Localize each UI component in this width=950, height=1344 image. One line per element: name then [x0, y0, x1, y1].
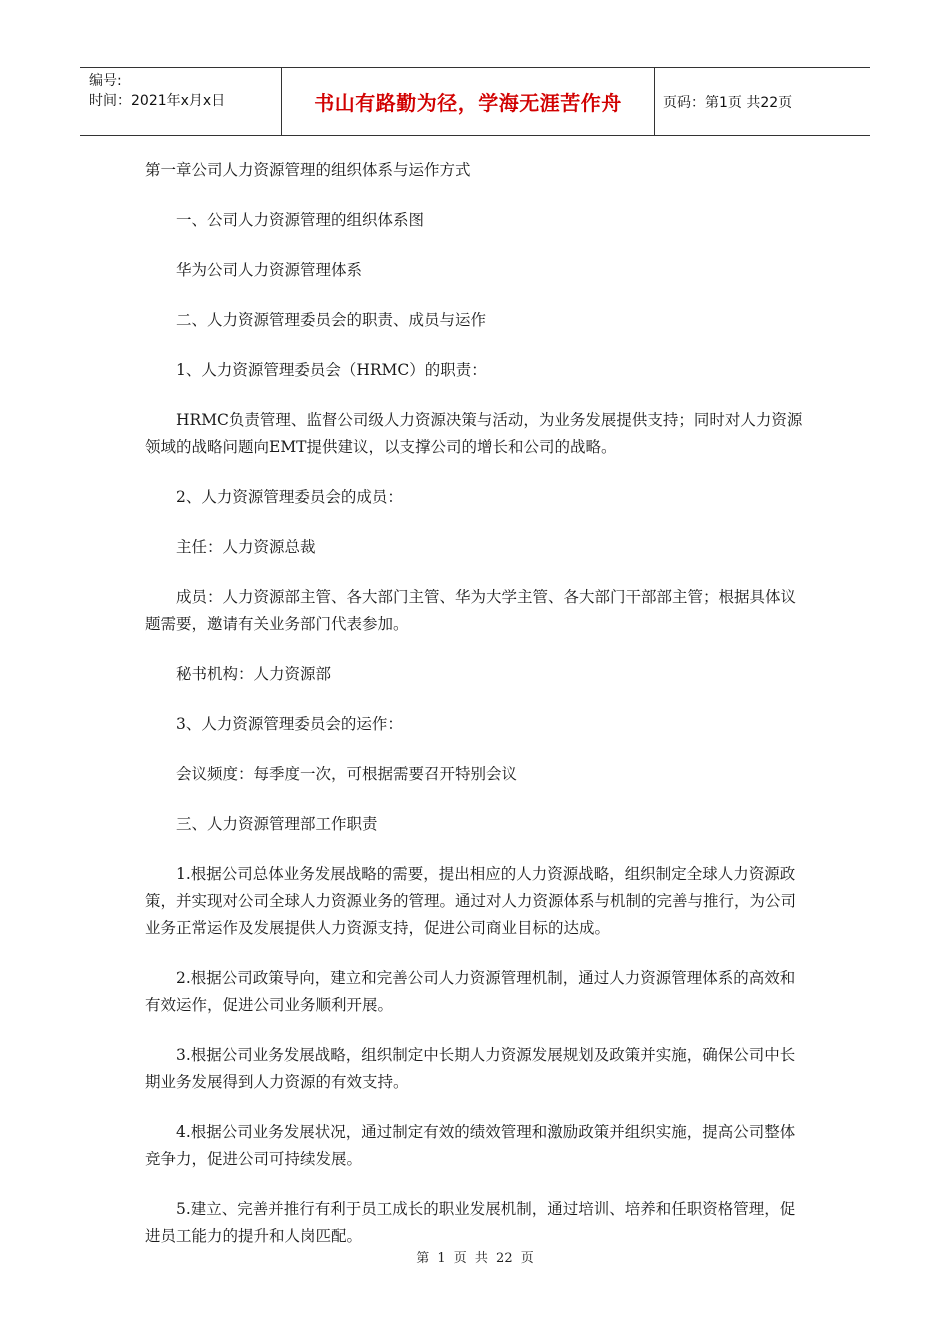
document-number: 编号:: [89, 73, 122, 89]
document-header: [80, 67, 870, 136]
paragraph: 秘书机构：人力资源部: [176, 665, 332, 683]
paragraph: 主任：人力资源总裁: [176, 538, 316, 556]
subsection-heading: 1、人力资源管理委员会（HRMC）的职责：: [176, 361, 487, 379]
paragraph: 2.根据公司政策导向，建立和完善公司人力资源管理机制，通过人力资源管理体系的高效和有效运作，促进公司业务顺利开展。: [145, 969, 796, 1014]
paragraph: 4.根据公司业务发展状况，通过制定有效的绩效管理和激励政策并组织实施，提高公司整体竞争力，促进公司可持续发展。: [145, 1123, 796, 1168]
section-heading: 三、人力资源管理部工作职责: [176, 815, 378, 833]
paragraph: 5.建立、完善并推行有利于员工成长的职业发展机制，通过培训、培养和任职资格管理，促进员工能力的提升和人岗匹配。: [145, 1200, 796, 1245]
document-body: [145, 155, 805, 1250]
paragraph: 华为公司人力资源管理体系: [176, 261, 363, 279]
paragraph: HRMC负责管理、监督公司级人力资源决策与活动，为业务发展提供支持；同时对人力资源领域的战略问题向EMT提供建议，以支撑公司的增长和公司的战略。: [145, 411, 803, 456]
paragraph: 3.根据公司业务发展战略，组织制定中长期人力资源发展规划及政策并实施，确保公司中长期业务发展得到人力资源的有效支持。: [145, 1046, 796, 1091]
page-footer: 第 1 页 共 22 页: [416, 1251, 534, 1266]
chapter-title: 第一章公司人力资源管理的组织体系与运作方式: [145, 161, 471, 179]
paragraph: 会议频度：每季度一次，可根据需要召开特别会议: [176, 765, 518, 783]
section-heading: 一、公司人力资源管理的组织体系图: [176, 211, 425, 229]
section-heading: 二、人力资源管理委员会的职责、成员与运作: [176, 311, 487, 329]
header-motto-cell: [281, 68, 655, 135]
paragraph: 1.根据公司总体业务发展战略的需要，提出相应的人力资源战略，组织制定全球人力资源政策，并实现对公司全球人力资源业务的管理。通过对人力资源体系与机制的完善与推行，为公司业务正常运作及发展提供人力资源支持，促进公司商业目标的达成。: [145, 865, 797, 937]
subsection-heading: 3、人力资源管理委员会的运作：: [176, 715, 403, 733]
document-date: 时间：2021年x月x日: [89, 93, 226, 109]
header-meta: [80, 68, 281, 135]
header-motto: 书山有路勤为径，学海无涯苦作舟: [314, 91, 622, 115]
header-page-info: 页码：第1页 共22页: [663, 94, 793, 111]
subsection-heading: 2、人力资源管理委员会的成员：: [176, 488, 403, 506]
paragraph: 成员：人力资源部主管、各大部门主管、华为大学主管、各大部门干部部主管；根据具体议题需要，邀请有关业务部门代表参加。: [145, 588, 797, 633]
